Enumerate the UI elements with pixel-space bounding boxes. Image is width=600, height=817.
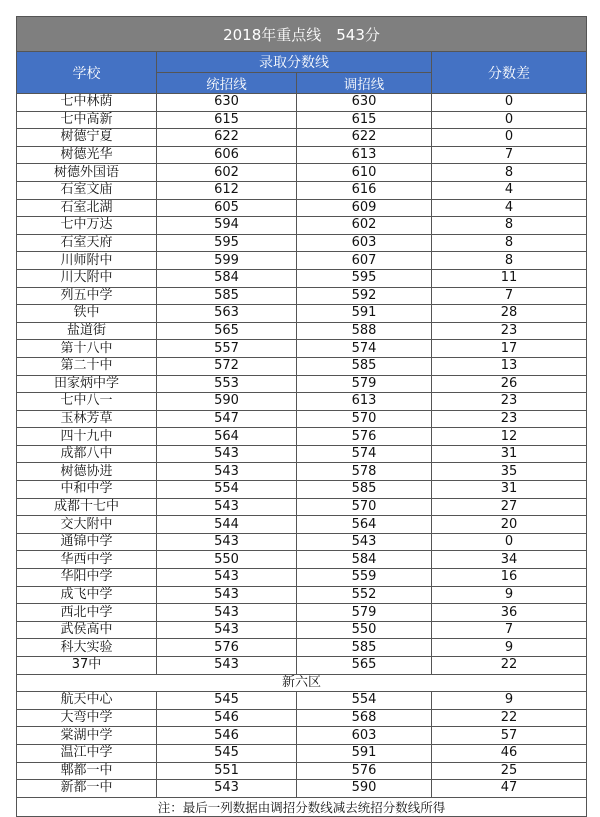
- transfer-score-cell: 554: [297, 692, 432, 710]
- unified-score-cell: 543: [157, 463, 297, 481]
- table-row: [17, 234, 587, 252]
- diff-cell: 34: [432, 551, 587, 569]
- transfer-score-cell: 591: [297, 744, 432, 762]
- transfer-score-cell: 588: [297, 322, 432, 340]
- table-row: [17, 375, 587, 393]
- unified-score-cell: 545: [157, 744, 297, 762]
- header-row-1: [17, 52, 587, 73]
- diff-cell: 13: [432, 357, 587, 375]
- unified-score-cell: 594: [157, 217, 297, 235]
- transfer-score-cell: 595: [297, 269, 432, 287]
- unified-score-cell: 545: [157, 692, 297, 710]
- table-row: [17, 657, 587, 675]
- transfer-score-cell: 616: [297, 181, 432, 199]
- transfer-score-cell: 579: [297, 604, 432, 622]
- diff-cell: 9: [432, 639, 587, 657]
- unified-score-cell: 585: [157, 287, 297, 305]
- diff-cell: 31: [432, 445, 587, 463]
- diff-cell: 0: [432, 111, 587, 129]
- transfer-score-cell: 603: [297, 727, 432, 745]
- region-row: [17, 674, 587, 692]
- table-row: [17, 762, 587, 780]
- table-row: [17, 340, 587, 358]
- school-cell: 温江中学: [17, 744, 157, 762]
- transfer-score-cell: 552: [297, 586, 432, 604]
- diff-cell: 8: [432, 234, 587, 252]
- transfer-score-cell: 565: [297, 657, 432, 675]
- table-row: [17, 533, 587, 551]
- diff-cell: 23: [432, 410, 587, 428]
- unified-score-cell: 605: [157, 199, 297, 217]
- transfer-score-cell: 610: [297, 164, 432, 182]
- school-cell: 四十九中: [17, 428, 157, 446]
- transfer-score-cell: 564: [297, 516, 432, 534]
- header-admission: 录取分数线: [157, 52, 432, 73]
- school-cell: 石室天府: [17, 234, 157, 252]
- school-cell: 石室北湖: [17, 199, 157, 217]
- diff-cell: 4: [432, 199, 587, 217]
- transfer-score-cell: 591: [297, 305, 432, 323]
- unified-score-cell: 543: [157, 569, 297, 587]
- transfer-score-cell: 585: [297, 357, 432, 375]
- school-cell: 西北中学: [17, 604, 157, 622]
- unified-score-cell: 572: [157, 357, 297, 375]
- diff-cell: 36: [432, 604, 587, 622]
- transfer-score-cell: 615: [297, 111, 432, 129]
- transfer-score-cell: 543: [297, 533, 432, 551]
- school-cell: 新都一中: [17, 780, 157, 798]
- school-cell: 树德光华: [17, 146, 157, 164]
- unified-score-cell: 576: [157, 639, 297, 657]
- table-row: [17, 322, 587, 340]
- table-row: [17, 199, 587, 217]
- school-cell: 盐道街: [17, 322, 157, 340]
- unified-score-cell: 557: [157, 340, 297, 358]
- header-transfer: 调招线: [297, 73, 432, 94]
- table-row: [17, 164, 587, 182]
- table-title: 2018年重点线 543分: [17, 17, 587, 52]
- table-row: [17, 780, 587, 798]
- diff-cell: 22: [432, 709, 587, 727]
- table-row: [17, 410, 587, 428]
- transfer-score-cell: 576: [297, 762, 432, 780]
- table-row: [17, 569, 587, 587]
- unified-score-cell: 563: [157, 305, 297, 323]
- school-cell: 中和中学: [17, 481, 157, 499]
- header-unified: 统招线: [157, 73, 297, 94]
- table-row: [17, 269, 587, 287]
- diff-cell: 0: [432, 94, 587, 112]
- unified-score-cell: 547: [157, 410, 297, 428]
- diff-cell: 8: [432, 252, 587, 270]
- school-cell: 树德协进: [17, 463, 157, 481]
- diff-cell: 17: [432, 340, 587, 358]
- table-row: [17, 744, 587, 762]
- header-diff: 分数差: [432, 52, 587, 94]
- table-row: [17, 181, 587, 199]
- school-cell: 交大附中: [17, 516, 157, 534]
- school-cell: 华西中学: [17, 551, 157, 569]
- unified-score-cell: 551: [157, 762, 297, 780]
- school-cell: 郫都一中: [17, 762, 157, 780]
- header-school: 学校: [17, 52, 157, 94]
- diff-cell: 11: [432, 269, 587, 287]
- transfer-score-cell: 613: [297, 393, 432, 411]
- school-cell: 树德外国语: [17, 164, 157, 182]
- table-row: [17, 621, 587, 639]
- diff-cell: 7: [432, 621, 587, 639]
- title-row: [17, 17, 587, 52]
- table-row: [17, 217, 587, 235]
- transfer-score-cell: 584: [297, 551, 432, 569]
- school-cell: 航天中心: [17, 692, 157, 710]
- school-cell: 华阳中学: [17, 569, 157, 587]
- table-row: [17, 111, 587, 129]
- school-cell: 铁中: [17, 305, 157, 323]
- unified-score-cell: 602: [157, 164, 297, 182]
- unified-score-cell: 546: [157, 727, 297, 745]
- school-cell: 科大实验: [17, 639, 157, 657]
- school-cell: 第二十中: [17, 357, 157, 375]
- transfer-score-cell: 607: [297, 252, 432, 270]
- transfer-score-cell: 590: [297, 780, 432, 798]
- note-row: [17, 797, 587, 816]
- unified-score-cell: 543: [157, 780, 297, 798]
- school-cell: 川大附中: [17, 269, 157, 287]
- diff-cell: 8: [432, 217, 587, 235]
- table-row: [17, 393, 587, 411]
- transfer-score-cell: 570: [297, 410, 432, 428]
- unified-score-cell: 543: [157, 604, 297, 622]
- diff-cell: 22: [432, 657, 587, 675]
- table-row: [17, 692, 587, 710]
- unified-score-cell: 543: [157, 657, 297, 675]
- unified-score-cell: 544: [157, 516, 297, 534]
- school-cell: 37中: [17, 657, 157, 675]
- diff-cell: 57: [432, 727, 587, 745]
- diff-cell: 27: [432, 498, 587, 516]
- diff-cell: 12: [432, 428, 587, 446]
- school-cell: 七中高新: [17, 111, 157, 129]
- unified-score-cell: 543: [157, 533, 297, 551]
- unified-score-cell: 584: [157, 269, 297, 287]
- transfer-score-cell: 603: [297, 234, 432, 252]
- diff-cell: 8: [432, 164, 587, 182]
- diff-cell: 0: [432, 129, 587, 147]
- unified-score-cell: 612: [157, 181, 297, 199]
- diff-cell: 47: [432, 780, 587, 798]
- transfer-score-cell: 568: [297, 709, 432, 727]
- school-cell: 七中万达: [17, 217, 157, 235]
- transfer-score-cell: 550: [297, 621, 432, 639]
- region-rows: [17, 692, 587, 798]
- diff-cell: 35: [432, 463, 587, 481]
- school-cell: 七中八一: [17, 393, 157, 411]
- table-row: [17, 481, 587, 499]
- transfer-score-cell: 576: [297, 428, 432, 446]
- unified-score-cell: 543: [157, 445, 297, 463]
- transfer-score-cell: 578: [297, 463, 432, 481]
- table-row: [17, 516, 587, 534]
- transfer-score-cell: 579: [297, 375, 432, 393]
- diff-cell: 16: [432, 569, 587, 587]
- transfer-score-cell: 585: [297, 639, 432, 657]
- school-cell: 七中林荫: [17, 94, 157, 112]
- table-row: [17, 709, 587, 727]
- school-cell: 玉林芳草: [17, 410, 157, 428]
- diff-cell: 28: [432, 305, 587, 323]
- unified-score-cell: 543: [157, 498, 297, 516]
- diff-cell: 0: [432, 533, 587, 551]
- school-cell: 树德宁夏: [17, 129, 157, 147]
- unified-score-cell: 553: [157, 375, 297, 393]
- table-row: [17, 94, 587, 112]
- table-row: [17, 445, 587, 463]
- diff-cell: 31: [432, 481, 587, 499]
- unified-score-cell: 543: [157, 621, 297, 639]
- transfer-score-cell: 613: [297, 146, 432, 164]
- transfer-score-cell: 574: [297, 445, 432, 463]
- diff-cell: 25: [432, 762, 587, 780]
- school-cell: 棠湖中学: [17, 727, 157, 745]
- table-row: [17, 604, 587, 622]
- unified-score-cell: 590: [157, 393, 297, 411]
- unified-score-cell: 564: [157, 428, 297, 446]
- school-cell: 川师附中: [17, 252, 157, 270]
- unified-score-cell: 622: [157, 129, 297, 147]
- diff-cell: 9: [432, 692, 587, 710]
- transfer-score-cell: 559: [297, 569, 432, 587]
- transfer-score-cell: 630: [297, 94, 432, 112]
- table-row: [17, 551, 587, 569]
- table-row: [17, 586, 587, 604]
- unified-score-cell: 606: [157, 146, 297, 164]
- table-row: [17, 252, 587, 270]
- diff-cell: 4: [432, 181, 587, 199]
- diff-cell: 46: [432, 744, 587, 762]
- transfer-score-cell: 574: [297, 340, 432, 358]
- unified-score-cell: 554: [157, 481, 297, 499]
- school-cell: 武侯高中: [17, 621, 157, 639]
- unified-score-cell: 599: [157, 252, 297, 270]
- diff-cell: 7: [432, 287, 587, 305]
- school-cell: 通锦中学: [17, 533, 157, 551]
- transfer-score-cell: 592: [297, 287, 432, 305]
- diff-cell: 7: [432, 146, 587, 164]
- transfer-score-cell: 585: [297, 481, 432, 499]
- school-cell: 成都八中: [17, 445, 157, 463]
- unified-score-cell: 615: [157, 111, 297, 129]
- score-table-container: [16, 16, 586, 817]
- table-row: [17, 727, 587, 745]
- transfer-score-cell: 602: [297, 217, 432, 235]
- region-label: 新六区: [17, 674, 587, 692]
- table-row: [17, 287, 587, 305]
- table-row: [17, 357, 587, 375]
- table-row: [17, 428, 587, 446]
- score-table: [16, 16, 587, 817]
- unified-score-cell: 546: [157, 709, 297, 727]
- table-row: [17, 305, 587, 323]
- school-cell: 石室文庙: [17, 181, 157, 199]
- unified-score-cell: 565: [157, 322, 297, 340]
- school-cell: 大弯中学: [17, 709, 157, 727]
- school-cell: 成都十七中: [17, 498, 157, 516]
- table-row: [17, 146, 587, 164]
- unified-score-cell: 630: [157, 94, 297, 112]
- table-row: [17, 129, 587, 147]
- diff-cell: 23: [432, 322, 587, 340]
- school-cell: 列五中学: [17, 287, 157, 305]
- unified-score-cell: 595: [157, 234, 297, 252]
- table-row: [17, 463, 587, 481]
- transfer-score-cell: 622: [297, 129, 432, 147]
- main-rows: [17, 94, 587, 675]
- table-row: [17, 639, 587, 657]
- school-cell: 成飞中学: [17, 586, 157, 604]
- school-cell: 田家炳中学: [17, 375, 157, 393]
- unified-score-cell: 550: [157, 551, 297, 569]
- school-cell: 第十八中: [17, 340, 157, 358]
- unified-score-cell: 543: [157, 586, 297, 604]
- diff-cell: 23: [432, 393, 587, 411]
- table-row: [17, 498, 587, 516]
- diff-cell: 20: [432, 516, 587, 534]
- transfer-score-cell: 570: [297, 498, 432, 516]
- diff-cell: 26: [432, 375, 587, 393]
- diff-cell: 9: [432, 586, 587, 604]
- footnote: 注：最后一列数据由调招分数线减去统招分数线所得: [17, 797, 587, 816]
- transfer-score-cell: 609: [297, 199, 432, 217]
